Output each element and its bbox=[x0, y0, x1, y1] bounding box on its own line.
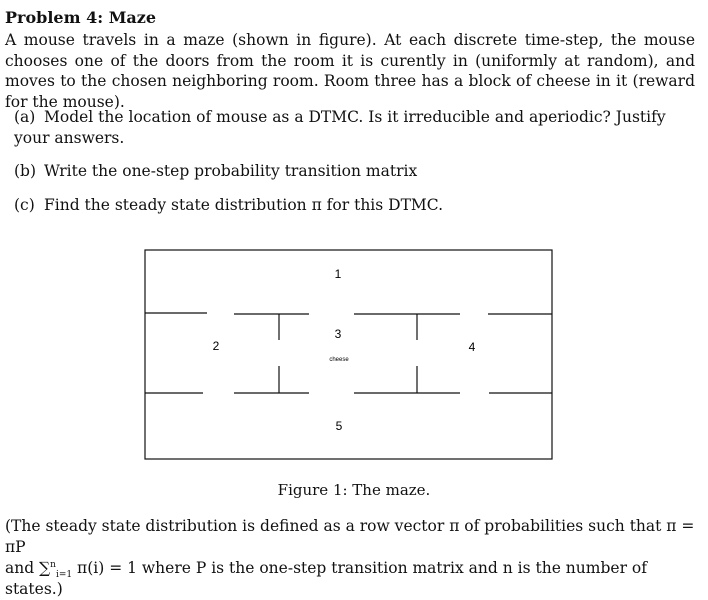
note-line-2b: π(i) = 1 where P is the one-step transition matrix and n is the number of states.) bbox=[5, 559, 647, 598]
room-4-label: 4 bbox=[468, 340, 476, 354]
room-2-label: 2 bbox=[212, 339, 220, 353]
problem-title: Problem 4: Maze bbox=[5, 8, 157, 27]
maze-outer-wall bbox=[145, 250, 552, 459]
sum-upper: n bbox=[50, 559, 56, 570]
part-a-label: (a) bbox=[14, 108, 36, 126]
room-3-label: 3 bbox=[334, 327, 342, 341]
room-1-label: 1 bbox=[334, 267, 342, 281]
part-a-text: Model the location of mouse as a DTMC. Is it irreducible and aperiodic? Justify your answers. bbox=[14, 108, 666, 147]
figure-caption: Figure 1: The maze. bbox=[277, 481, 431, 499]
steady-state-note bbox=[5, 516, 695, 600]
problem-intro: A mouse travels in a maze (shown in figure). At each discrete time-step, the mouse chooses one of the doors from the room it is curently in (uniformly at random), and moves to the chosen neighboring room. Room three has a block of cheese in it (reward for the mouse). bbox=[5, 31, 695, 111]
note-line-1: (The steady state distribution is defined as a row vector π of probabilities such that π = πP bbox=[5, 517, 695, 556]
part-b-text: Write the one-step probability transition matrix bbox=[44, 162, 418, 180]
sum-symbol: ∑ bbox=[39, 559, 51, 577]
note-line-2 bbox=[5, 558, 695, 600]
room-5-label: 5 bbox=[335, 419, 343, 433]
sum-lower: i=1 bbox=[55, 570, 73, 581]
part-b-label: (b) bbox=[14, 162, 37, 180]
part-c-text: Find the steady state distribution π for this DTMC. bbox=[44, 196, 444, 214]
note-line-2a: and bbox=[5, 559, 40, 577]
part-c-label: (c) bbox=[14, 196, 35, 214]
maze-walls bbox=[145, 250, 552, 459]
cheese-label: cheese bbox=[329, 357, 349, 363]
